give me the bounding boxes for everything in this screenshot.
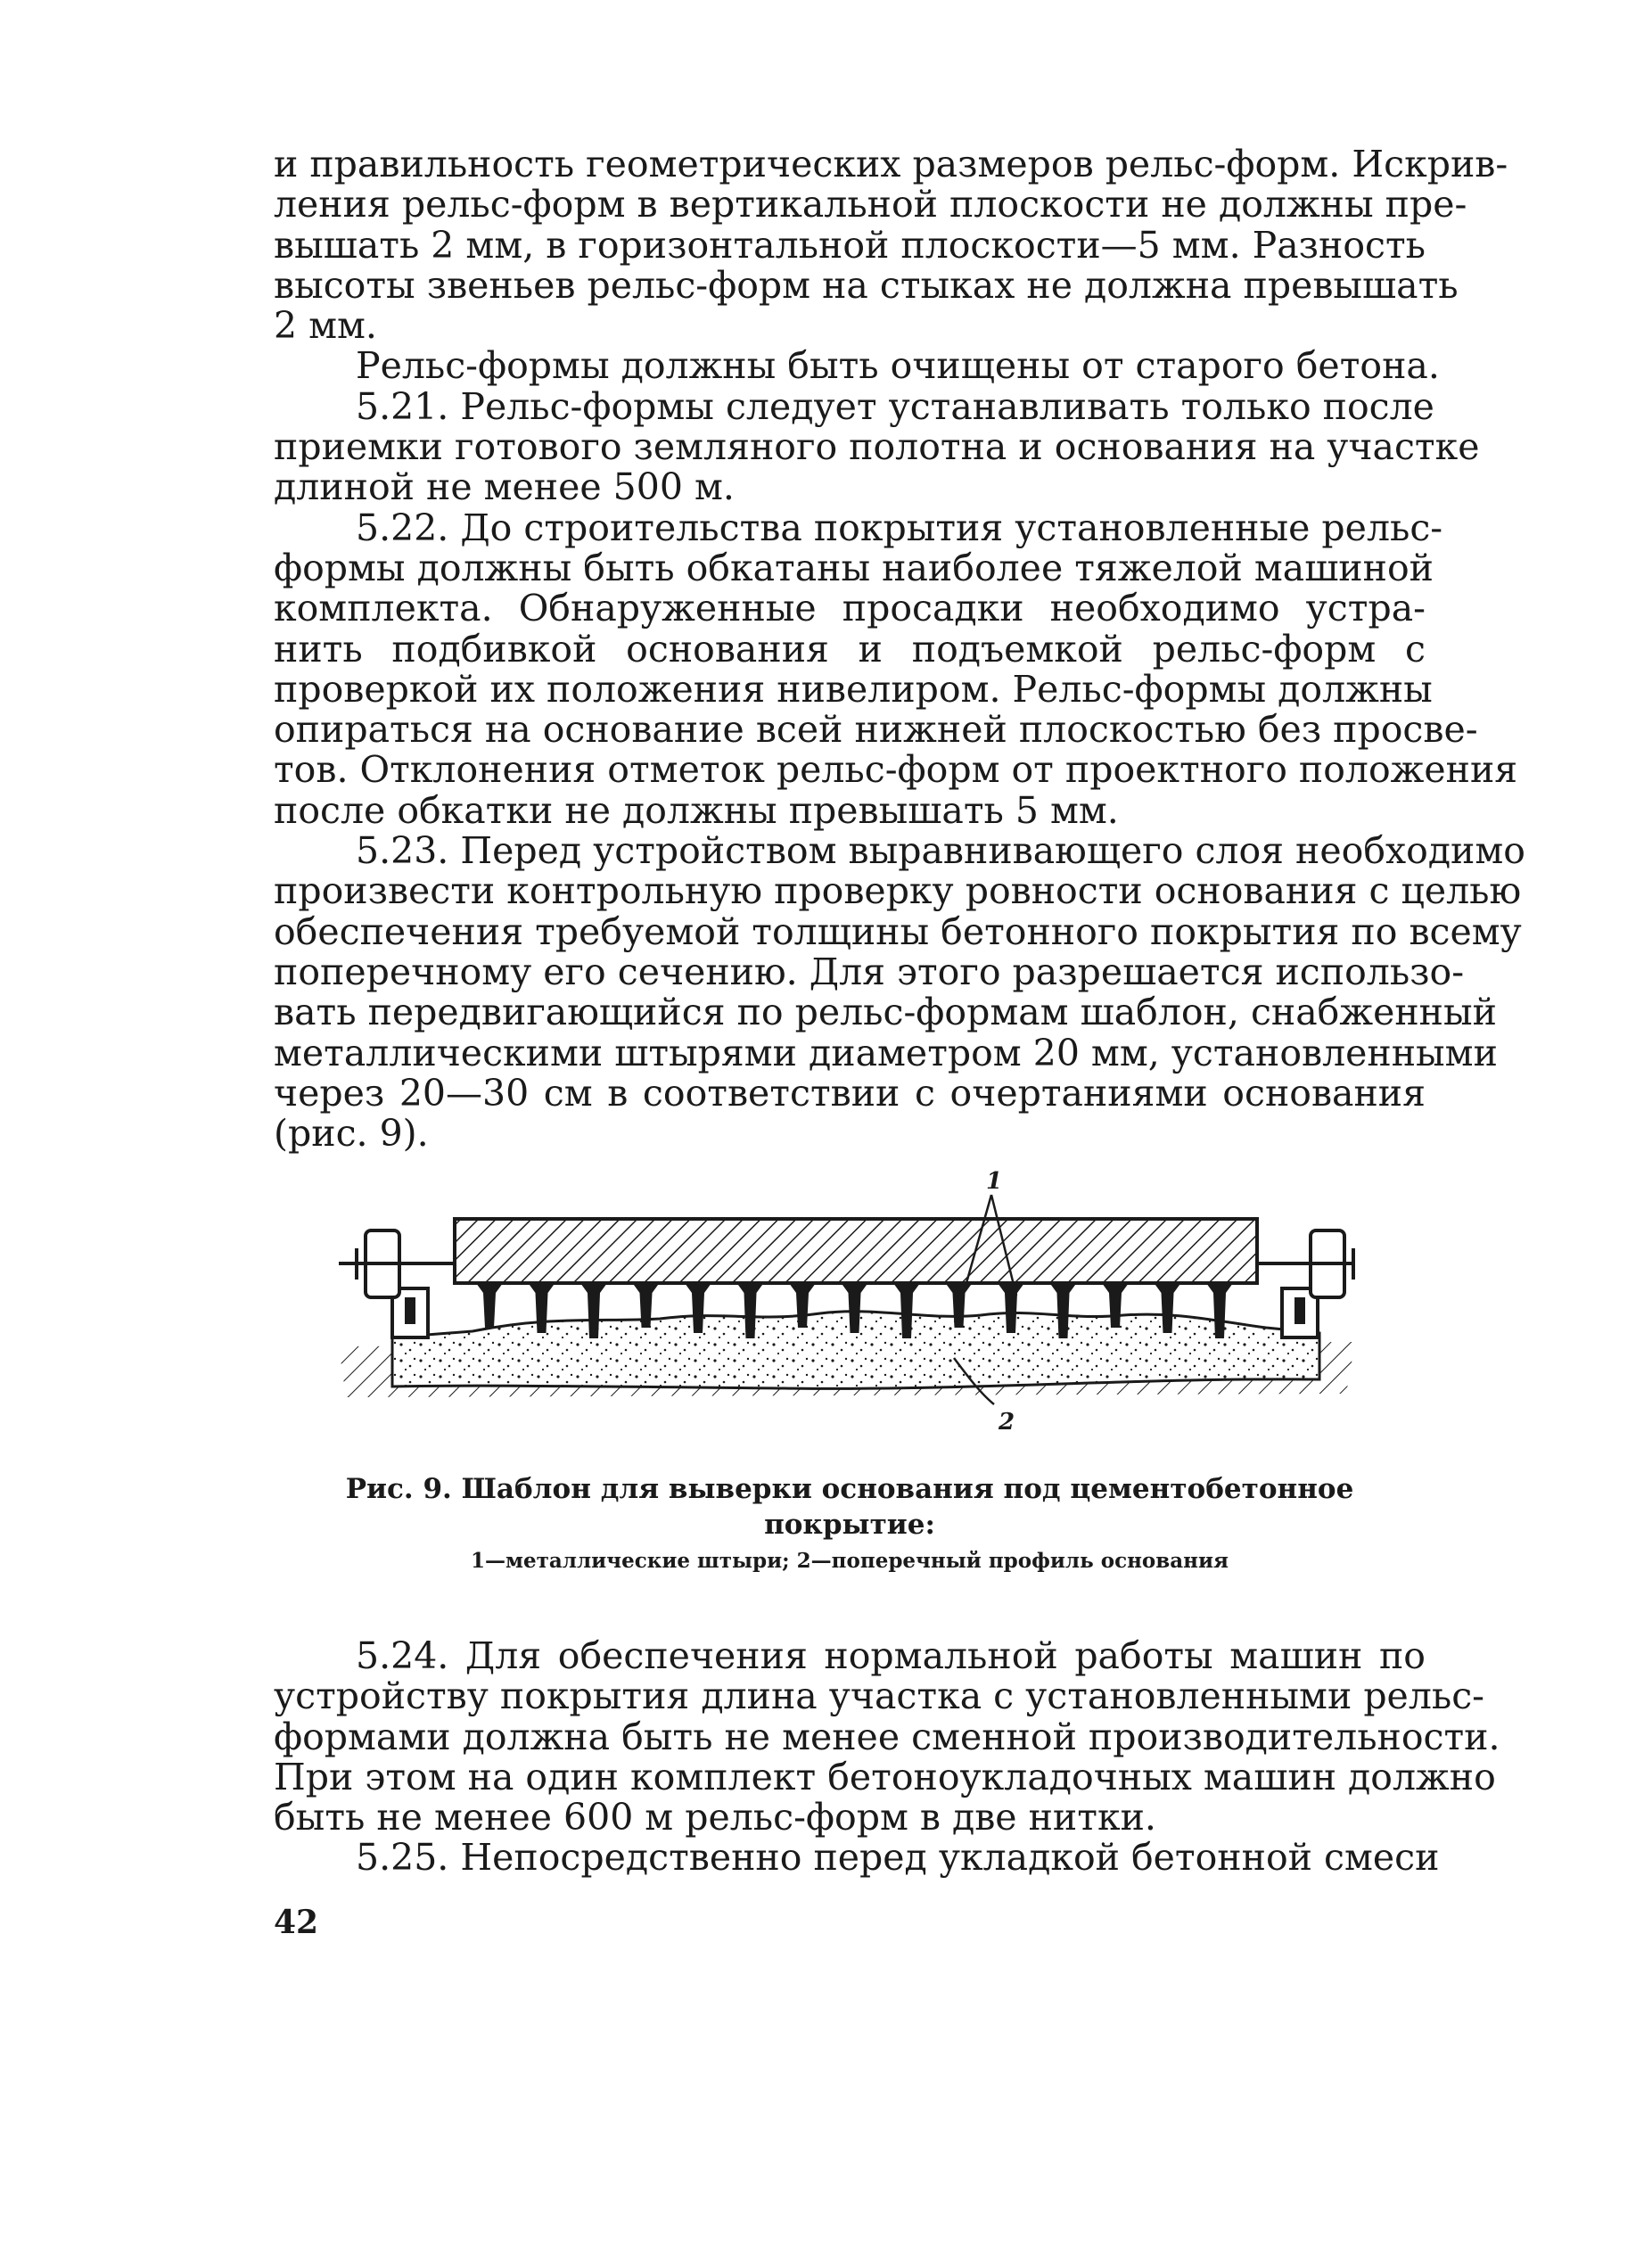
- text-line: высоты звеньев рельс-форм на стыках не должна превышать: [274, 263, 1459, 307]
- text-line: через 20—30 см в соответствии с очертаниями основания: [274, 1071, 1426, 1115]
- label-1: 1: [986, 1168, 1003, 1195]
- caption-line: Рис. 9. Шаблон для выверки основания под цементобетонное: [345, 1473, 1354, 1505]
- template-drawing: [339, 1164, 1355, 1449]
- text-line: 2 мм.: [274, 304, 377, 348]
- text-line: формами должна быть не менее сменной производительности.: [274, 1715, 1500, 1758]
- text-line: длиной не менее 500 м.: [274, 465, 735, 509]
- text-line: нить подбивкой основания и подъемкой рельс-форм с: [274, 627, 1426, 671]
- text-line: (рис. 9).: [274, 1112, 429, 1156]
- text-line: и правильность геометрических размеров рельс-форм. Искрив-: [274, 143, 1508, 185]
- text-line: поперечному его сечению. Для этого разрешается использо-: [274, 950, 1465, 993]
- body-text-top: [274, 143, 1525, 1156]
- metal-pin: [476, 1283, 503, 1328]
- text-line: Рельс-формы должны быть очищены от старого бетона.: [356, 344, 1440, 388]
- text-line: комплекта. Обнаруженные просадки необходимо устра-: [274, 587, 1426, 630]
- figure-caption-legend: 1—металлические штыри; 2—поперечный профиль основания: [470, 1549, 1229, 1573]
- text-line: вышать 2 мм, в горизонтальной плоскости—5 мм. Разность: [274, 223, 1426, 267]
- text-line: после обкатки не должны превышать 5 мм.: [274, 788, 1119, 832]
- wheel-left: [339, 1230, 455, 1297]
- text-line: проверкой их положения нивелиром. Рельс-формы должны: [274, 667, 1433, 711]
- text-line: быть не менее 600 м рельс-форм в две нитки.: [274, 1796, 1156, 1839]
- template-beam: [455, 1219, 1257, 1283]
- text-line: опираться на основание всей нижней плоскостью без просве-: [274, 708, 1478, 752]
- text-line: металлическими штырями диаметром 20 мм, установленными: [274, 1031, 1498, 1074]
- text-line: При этом на один комплект бетоноукладочных машин должно: [274, 1755, 1496, 1798]
- text-line: устройству покрытия длина участка с установленными рельс-: [274, 1675, 1485, 1718]
- page-number: 42: [274, 1904, 319, 1941]
- text-line: 5.24. Для обеспечения нормальной работы машин по: [356, 1634, 1426, 1677]
- text-line: приемки готового земляного полотна и основания на участке: [274, 425, 1480, 469]
- text-line: произвести контрольную проверку ровности основания с целью: [274, 869, 1522, 913]
- text-line: вать передвигающийся по рельс-формам шаблон, снабженный: [274, 991, 1497, 1034]
- text-line: 5.23. Перед устройством выравнивающего слоя необходимо: [356, 829, 1525, 873]
- text-line: 5.25. Непосредственно перед укладкой бетонной смеси: [356, 1836, 1440, 1880]
- figure-caption-title: [274, 1471, 1426, 1543]
- text-line: обеспечения требуемой толщины бетонного покрытия по всему: [274, 909, 1522, 953]
- label-2: 2: [999, 1409, 1015, 1436]
- body-text-bottom: [274, 1634, 1500, 1880]
- figure-template-diagram: [339, 1164, 1355, 1449]
- text-line: тов. Отклонения отметок рельс-форм от проектного положения: [274, 748, 1518, 792]
- text-line: 5.22. До строительства покрытия установленные рельс-: [356, 506, 1443, 549]
- caption-line: покрытие:: [764, 1509, 935, 1541]
- text-line: 5.21. Рельс-формы следует устанавливать только после: [356, 384, 1434, 428]
- text-line: формы должны быть обкатаны наиболее тяжелой машиной: [274, 546, 1434, 589]
- text-line: ления рельс-форм в вертикальной плоскости не должны пре-: [274, 183, 1467, 226]
